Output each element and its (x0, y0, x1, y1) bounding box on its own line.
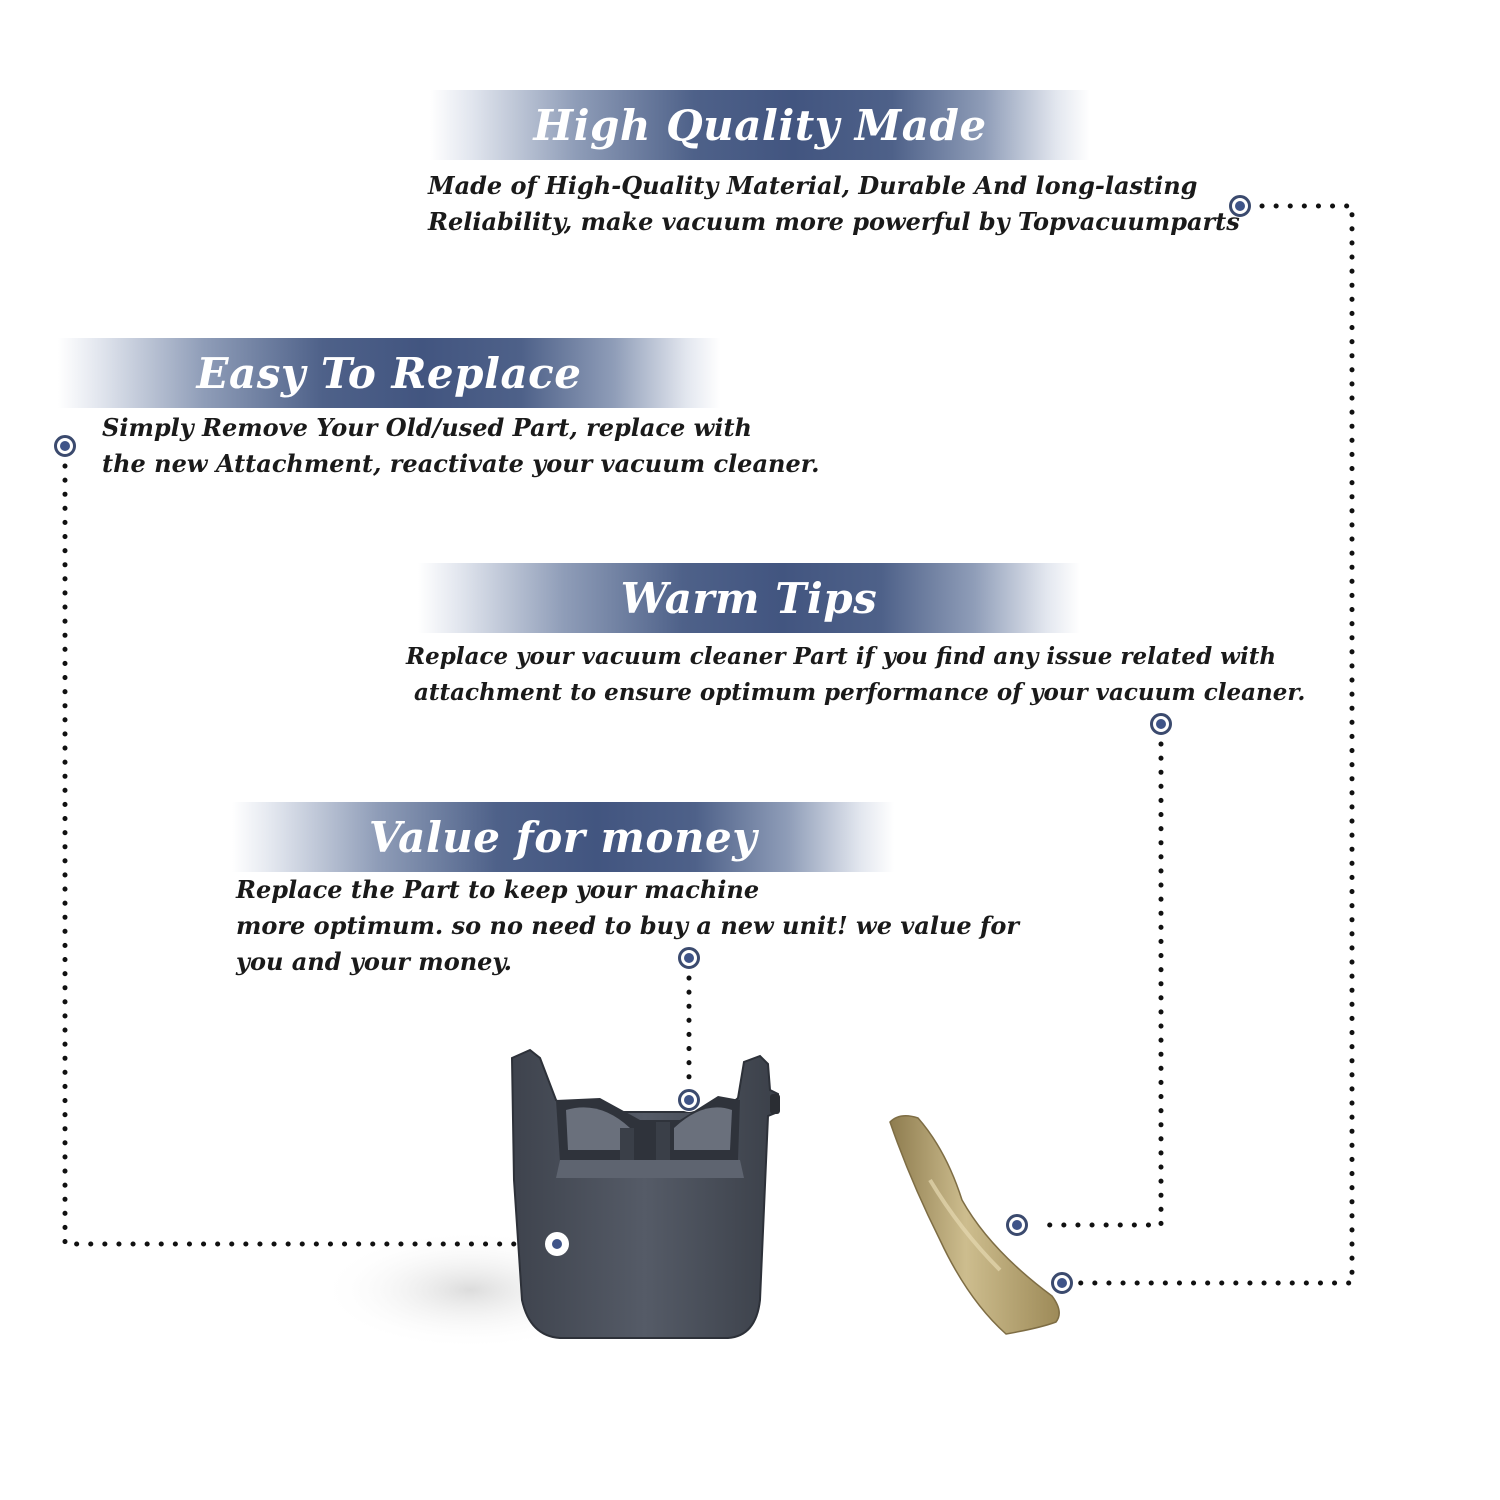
description-warm-tips (406, 639, 1305, 711)
description-line: the new Attachment, reactivate your vacuum cleaner. (102, 449, 820, 478)
description-line: Simply Remove Your Old/used Part, replace with (102, 413, 752, 442)
brass-spring-strip-icon (890, 1116, 1059, 1334)
marker-dot-clip-body (546, 1233, 568, 1255)
banner-warm-tips (418, 563, 1080, 633)
marker-dot-strip-upper (1006, 1214, 1028, 1236)
banner-title: High Quality Made (533, 100, 987, 150)
vacuum-clip-part-icon (512, 1050, 780, 1338)
leader-line-warm-tips (1036, 744, 1161, 1225)
banner-title: Value for money (368, 812, 758, 862)
banner-title: Warm Tips (620, 573, 878, 623)
description-line: you and your money. (236, 947, 512, 976)
banner-title: Easy To Replace (196, 348, 582, 398)
banner-value-for-money (232, 802, 894, 872)
marker-dot-warm-tips (1150, 713, 1172, 735)
marker-dot-easy-replace (54, 435, 76, 457)
leader-line-high-quality (1080, 206, 1352, 1283)
description-high-quality (428, 168, 1240, 240)
description-line: Reliability, make vacuum more powerful by Topvacuumparts (428, 207, 1240, 236)
description-line: attachment to ensure optimum performance of your vacuum cleaner. (406, 679, 1306, 706)
description-line: Replace the Part to keep your machine (236, 875, 760, 904)
description-line: Replace your vacuum cleaner Part if you find any issue related with (406, 643, 1277, 670)
description-line: more optimum. so no need to buy a new unit! we value for (236, 911, 1019, 940)
description-line: Made of High-Quality Material, Durable And long-lasting (428, 171, 1198, 200)
description-easy-replace (102, 410, 820, 482)
marker-dot-clip-top (678, 1089, 700, 1111)
banner-high-quality (430, 90, 1090, 160)
banner-easy-replace (58, 338, 720, 408)
marker-dot-strip-lower (1051, 1272, 1073, 1294)
description-value-for-money (236, 872, 1019, 980)
